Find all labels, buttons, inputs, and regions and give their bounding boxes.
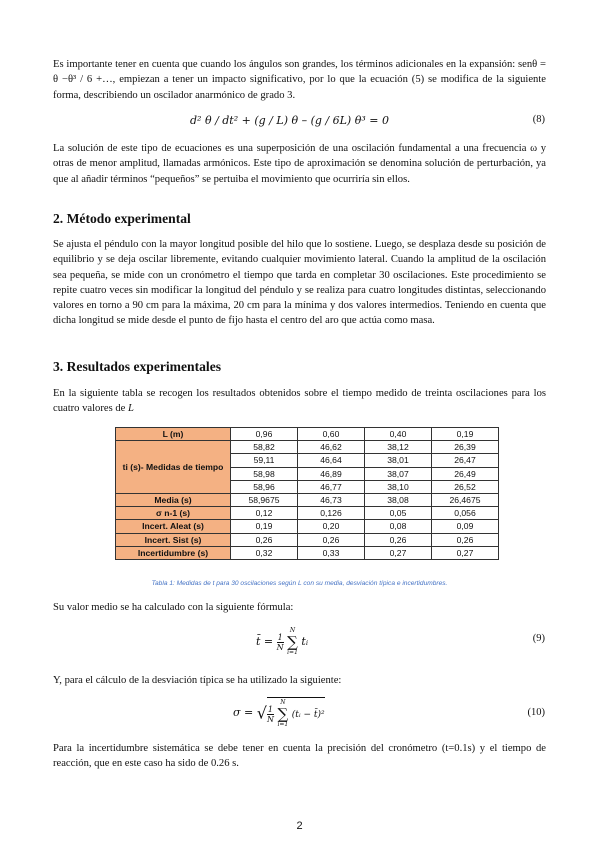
table-row <box>116 441 499 454</box>
table-cell: 0,27 <box>432 546 499 559</box>
paragraph-perturbation: La solución de este tipo de ecuaciones es una superposición de una oscilación fundamental a una frecuencia ω y otras de menor amplitud, llamadas armónicos. Este tipo de aproximación se denomina solución de perturbación, ya que al añadir términos “pequeños” se pertuiba el movimiento que ocurriría sin ellos. <box>53 143 546 185</box>
table-cell: 58,96 <box>231 480 298 493</box>
row-label-mean: Media (s) <box>116 493 231 506</box>
table-cell: 38,12 <box>365 441 432 454</box>
table-row <box>116 546 499 559</box>
equation-8-number: (8) <box>532 114 545 125</box>
paragraph-results-intro-text: En la siguiente tabla se recogen los resultados obtenidos sobre el tiempo medido de treinta oscilaciones para los cuatro valores de <box>53 388 546 415</box>
table-cell: 0,32 <box>231 546 298 559</box>
equation-10-radicand <box>267 697 325 729</box>
equation-9-numerator: 1 <box>277 632 283 642</box>
equation-10-fraction <box>267 705 274 724</box>
table-cell: 26,52 <box>432 480 499 493</box>
table-cell: 38,10 <box>365 480 432 493</box>
table-cell: 0,33 <box>298 546 365 559</box>
table-cell: 46,62 <box>298 441 365 454</box>
equation-8-expression: d² θ / dt² + (g / L) θ – (g / 6L) θ³ = 0 <box>190 114 389 127</box>
paragraph-mean-formula: Su valor medio se ha calculado con la siguiente fórmula: <box>53 602 294 613</box>
equation-9-term: tᵢ <box>301 635 309 648</box>
sigma-sum-symbol: ∑ <box>277 705 289 723</box>
table-row <box>116 520 499 533</box>
equation-9-lhs: t̄ = <box>256 635 274 648</box>
equation-10-number: (10) <box>527 707 545 718</box>
equation-9-denominator: N <box>276 642 284 652</box>
table-cell: 46,89 <box>298 467 365 480</box>
table-cell: 0,26 <box>365 533 432 546</box>
table-cell: 59,11 <box>231 454 298 467</box>
table-cell: 26,39 <box>432 441 499 454</box>
equation-9-fraction <box>277 633 284 652</box>
sigma-sum-symbol: ∑ <box>287 633 298 651</box>
equation-10-denominator: N <box>266 714 274 724</box>
table-cell: 38,08 <box>365 493 432 506</box>
table-cell: 46,64 <box>298 454 365 467</box>
table-cell: 0,19 <box>231 520 298 533</box>
table-cell: 38,07 <box>365 467 432 480</box>
table-cell: 0,08 <box>365 520 432 533</box>
table-row <box>116 533 499 546</box>
paragraph-results-intro <box>53 386 546 417</box>
table-cell: 26,47 <box>432 454 499 467</box>
table-cell: 0,20 <box>298 520 365 533</box>
equation-10-term: (tᵢ − t̄)² <box>291 710 325 720</box>
table-cell: 58,9675 <box>231 493 298 506</box>
paragraph-expansion: Es importante tener en cuenta que cuando los ángulos son grandes, los términos adicionales en la expansión: senθ = θ −θ³ / 6 +…, empiezan a tener un impacto significativo, por lo que la ecuación (5) se modifica de la siguiente forma, describiendo un oscilador anarmónico de grado 3. <box>53 59 546 101</box>
table-header-row <box>116 428 499 441</box>
section-heading-results: 3. Resultados experimentales <box>53 359 222 374</box>
equation-10-sum-lower: i=1 <box>277 721 289 728</box>
row-label-random-uncertainty: Incert. Aleat (s) <box>116 520 231 533</box>
table-cell: 0,05 <box>365 507 432 520</box>
square-root-symbol: √ <box>256 703 267 723</box>
equation-9-expression <box>256 627 308 657</box>
table-cell: 0,60 <box>298 428 365 441</box>
table-cell: 38,01 <box>365 454 432 467</box>
equation-9 <box>0 621 599 661</box>
table-cell: 26,4675 <box>432 493 499 506</box>
times-label-cell: ti (s)- Medidas de tiempo <box>116 441 231 494</box>
table-cell: 0,126 <box>298 507 365 520</box>
table-row <box>116 493 499 506</box>
table-cell: 58,82 <box>231 441 298 454</box>
row-label-total-uncertainty: Incertidumbre (s) <box>116 546 231 559</box>
equation-10-sum <box>277 699 288 729</box>
equation-10-lhs: σ = <box>233 706 254 719</box>
table-cell: 0,09 <box>432 520 499 533</box>
table-row <box>116 507 499 520</box>
table-cell: 46,73 <box>298 493 365 506</box>
table-cell: 46,77 <box>298 480 365 493</box>
results-table <box>115 427 499 560</box>
table-header-cell: L (m) <box>116 428 231 441</box>
table-caption: Tabla 1: Medidas de t para 30 oscilaciones según L con su media, desviación típica e incertidumbres. <box>151 580 448 587</box>
table-cell: 0,26 <box>231 533 298 546</box>
table-cell: 0,056 <box>432 507 499 520</box>
equation-9-number: (9) <box>532 633 545 644</box>
equation-9-sum-upper: N <box>289 627 296 634</box>
table-cell: 0,26 <box>298 533 365 546</box>
table-cell: 0,12 <box>231 507 298 520</box>
equation-8 <box>0 114 599 134</box>
length-symbol: L <box>128 403 134 415</box>
section-heading-method: 2. Método experimental <box>53 211 191 226</box>
equation-9-sum <box>287 627 298 657</box>
equation-9-sum-lower: i=1 <box>287 649 298 656</box>
paragraph-stddev-formula: Y, para el cálculo de la desviación típica se ha utilizado la siguiente: <box>53 675 342 686</box>
equation-10-expression <box>233 697 325 729</box>
table-cell: 0,96 <box>231 428 298 441</box>
table-cell: 0,19 <box>432 428 499 441</box>
page-number: 2 <box>296 820 303 832</box>
table-cell: 58,98 <box>231 467 298 480</box>
equation-10-sum-upper: N <box>280 699 286 706</box>
table-cell: 0,27 <box>365 546 432 559</box>
paragraph-method: Se ajusta el péndulo con la mayor longitud posible del hilo que lo sostiene. Luego, se desplaza desde su posición de equilibrio y se deja oscilar libremente, evitando cualquier movimiento lateral. Cuando la amplitud de la oscilación sea pequeña, se mide con un cronómetro el tiempo que tarda en completar 30 oscilaciones. Este procedimiento se repite cuatro veces sin modificar la longitud del péndulo y se realiza para cuatro longitudes distintas, seleccionando valores en torno a 90 cm para la máxima, 20 cm para la mínima y dos valores intermedios. Teniendo en cuenta que dicha longitud se mide desde el punto de fijo hasta el centro del aro que actúa como masa. <box>53 239 546 327</box>
table-cell: 0,40 <box>365 428 432 441</box>
row-label-systematic-uncertainty: Incert. Sist (s) <box>116 533 231 546</box>
row-label-sigma: σ n-1 (s) <box>116 507 231 520</box>
paragraph-systematic-uncertainty: Para la incertidumbre sistemática se debe tener en cuenta la precisión del cronómetro (t=0.1s) y el tiempo de reacción, que en este caso ha sido de 0.26 s. <box>53 743 546 770</box>
table-cell: 0,26 <box>432 533 499 546</box>
table-cell: 26,49 <box>432 467 499 480</box>
equation-10 <box>0 693 599 733</box>
equation-10-numerator: 1 <box>267 704 273 714</box>
